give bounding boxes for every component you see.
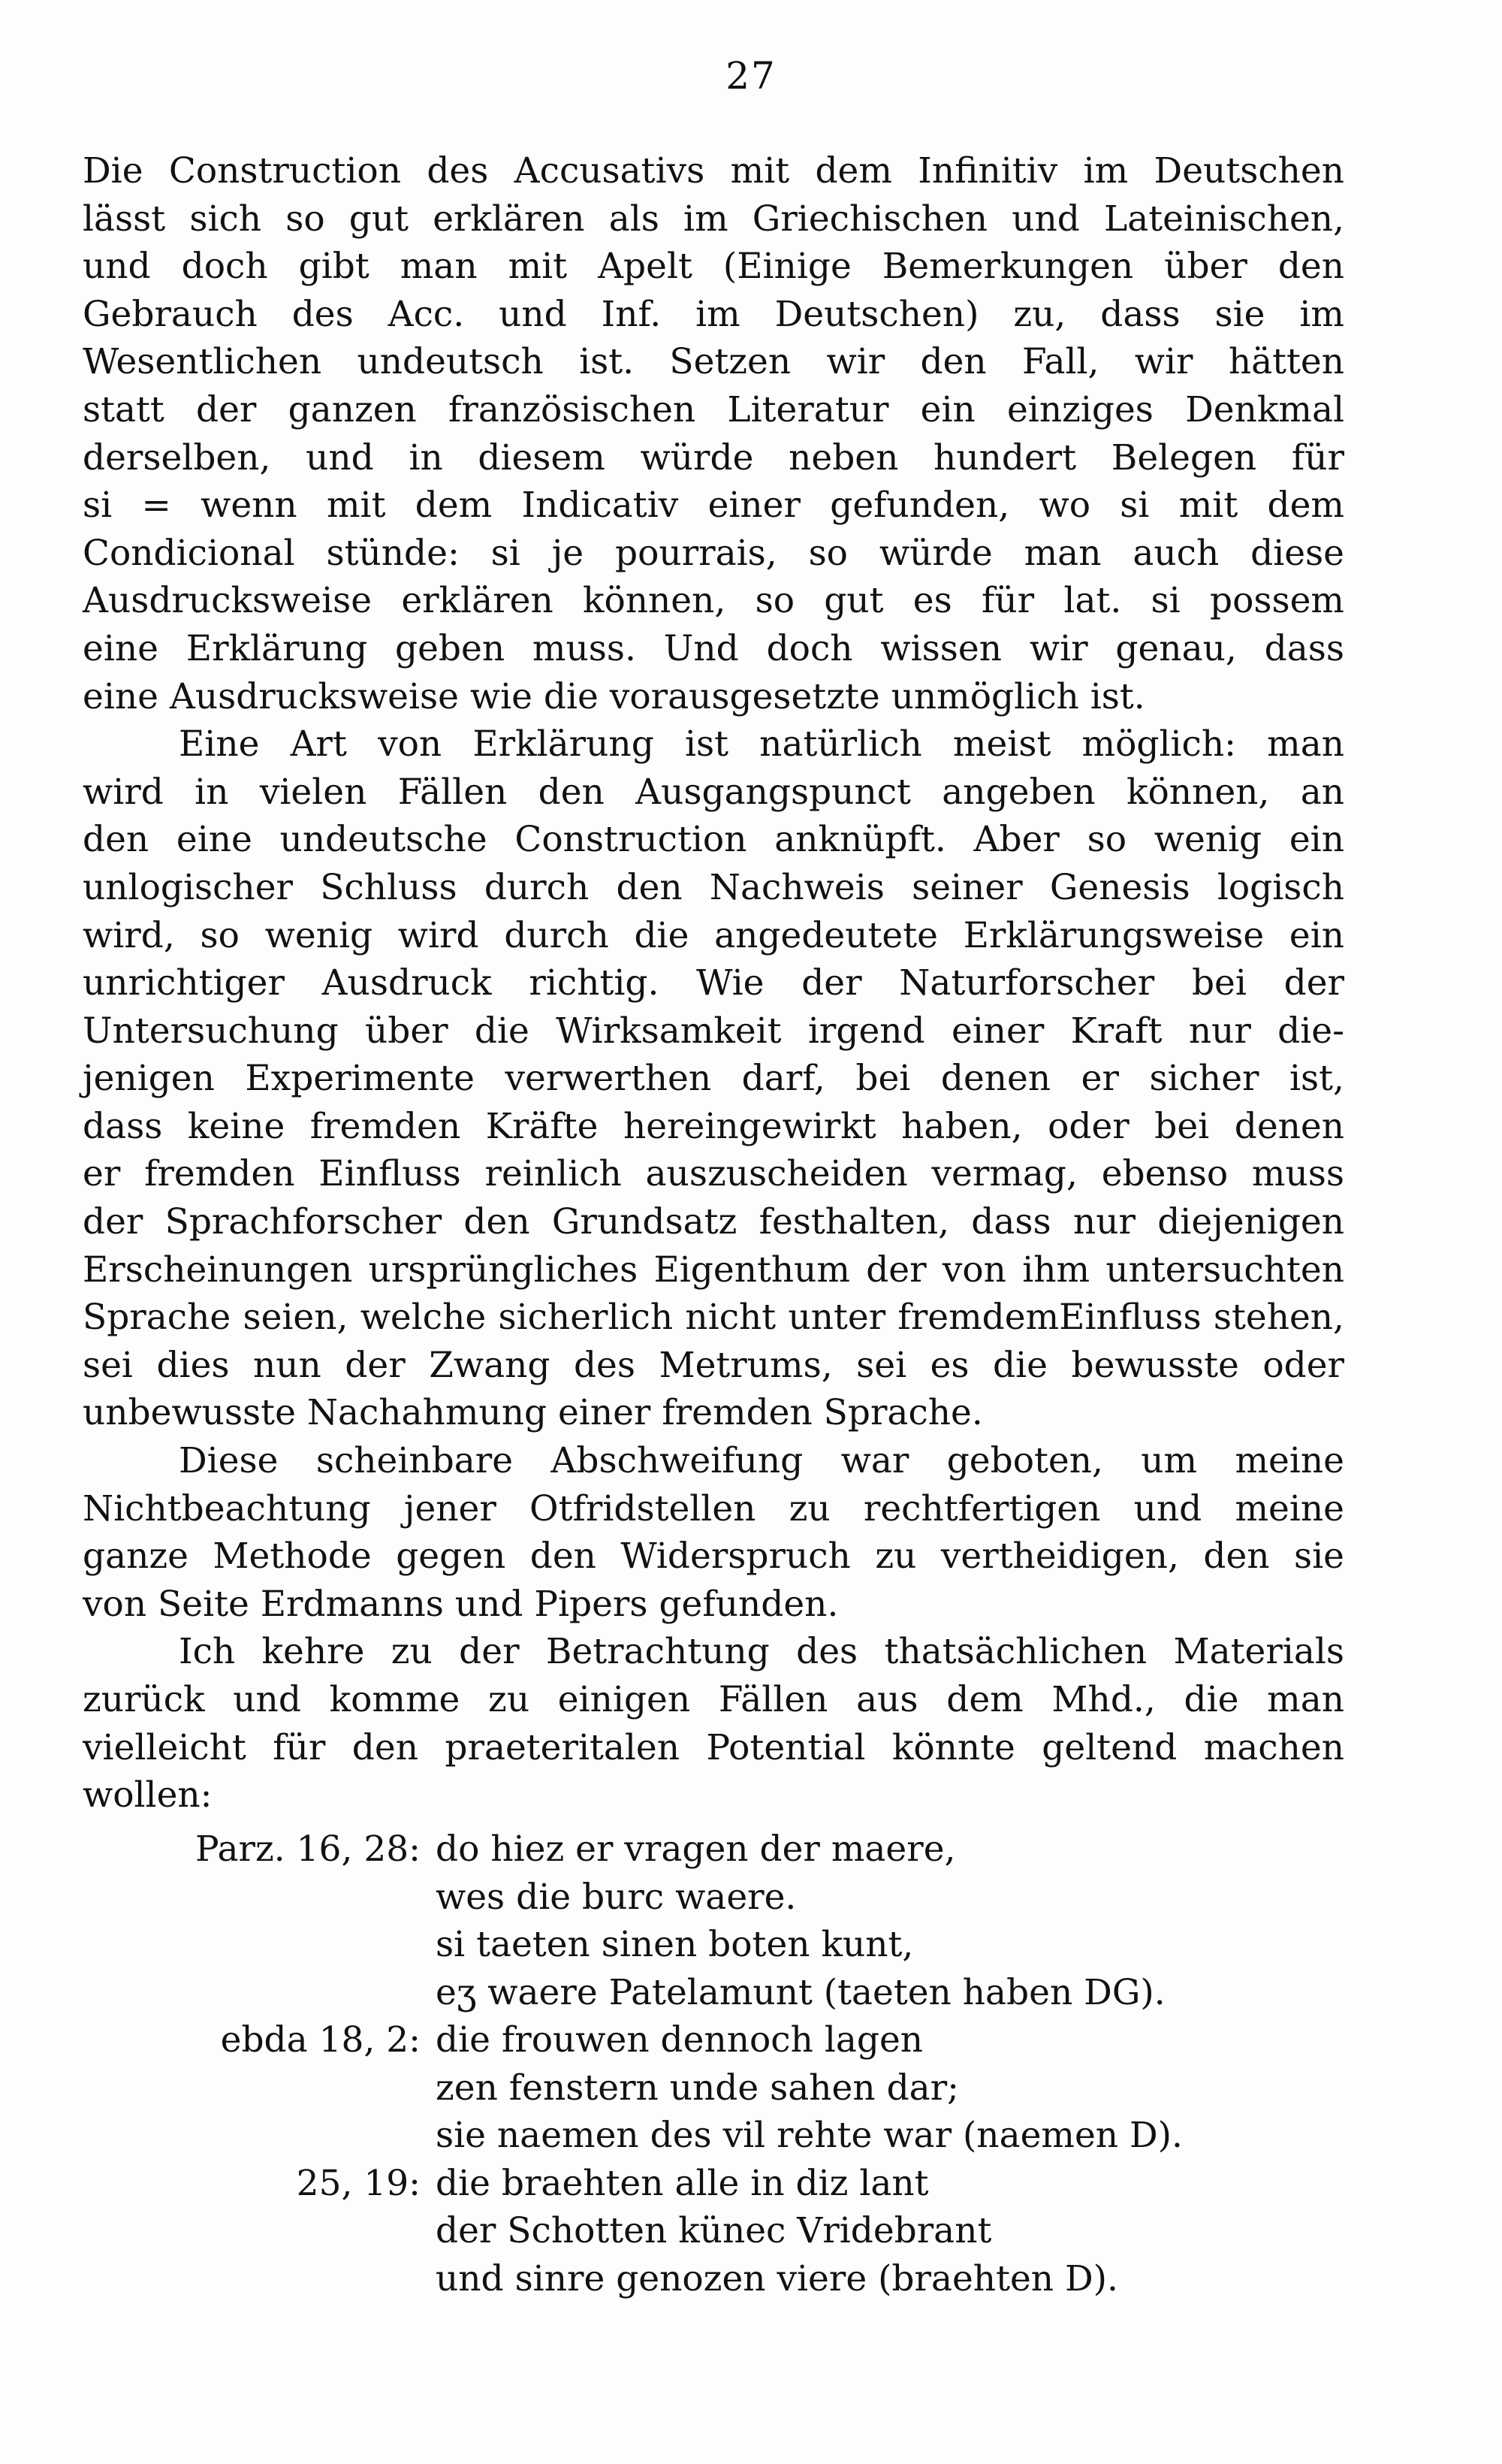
- quotation-line: [120, 2160, 1183, 2208]
- text-line: unrichtiger Ausdruck richtig. Wie der Naturforscher bei der: [83, 962, 1344, 1004]
- text-line: zurück und komme zu einigen Fällen aus dem Mhd., die man: [83, 1679, 1344, 1720]
- text-line: eine Erklärung geben muss. Und doch wissen wir genau, dass: [83, 627, 1344, 669]
- text-line: Diese scheinbare Abschweifung war geboten, um meine: [179, 1440, 1344, 1482]
- verse-line: die braehten alle in diz lant: [436, 2162, 929, 2204]
- text-line: und doch gibt man mit Apelt (Einige Bemerkungen über den: [83, 246, 1344, 288]
- text-line: er fremden Einfluss reinlich auszuscheiden vermag, ebenso muss: [83, 1153, 1344, 1195]
- text-line: unlogischer Schluss durch den Nachweis seiner Genesis logisch: [83, 866, 1344, 908]
- quotation-line: [120, 1825, 1183, 1874]
- text-line: Die Construction des Accusativs mit dem Infinitiv im Deutschen: [83, 150, 1344, 192]
- text-line: Ausdrucksweise erklären können, so gut es für lat. si possem: [83, 580, 1344, 622]
- text-line: jenigen Experimente verwerthen darf, bei denen er sicher ist,: [83, 1058, 1344, 1100]
- quotation-line: [120, 1921, 1183, 1969]
- text-line: Gebrauch des Acc. und Inf. im Deutschen) zu, dass sie im: [83, 293, 1344, 335]
- verse-line: und sinre genozen viere (braehten D).: [436, 2257, 1118, 2299]
- text-line: unbewusste Nachahmung einer fremden Sprache.: [83, 1392, 983, 1434]
- text-line: wollen:: [83, 1774, 213, 1816]
- quotation-line: [120, 1874, 1183, 1922]
- verse-line: eʒ waere Patelamunt (taeten haben DG).: [436, 1971, 1166, 2013]
- text-line: den eine undeutsche Construction anknüpft. Aber so wenig ein: [83, 819, 1344, 861]
- text-line: wird in vielen Fällen den Ausgangspunct angeben können, an: [83, 771, 1344, 813]
- text-line: statt der ganzen französischen Literatur ein einziges Denkmal: [83, 388, 1344, 430]
- text-line: eine Ausdrucksweise wie die vorausgesetzte unmöglich ist.: [83, 675, 1145, 717]
- body-text: [83, 147, 1344, 1819]
- text-line: Untersuchung über die Wirksamkeit irgend einer Kraft nur die-: [83, 1010, 1344, 1052]
- verse-line: wes die burc waere.: [436, 1876, 797, 1918]
- quotation-reference: ebda 18, 2:: [220, 2019, 421, 2061]
- quotation-line: [120, 2255, 1183, 2303]
- text-line: lässt sich so gut erklären als im Griechischen und Lateinischen,: [83, 198, 1344, 240]
- text-line: ganze Methode gegen den Widerspruch zu vertheidigen, den sie: [83, 1535, 1344, 1578]
- text-line: Eine Art von Erklärung ist natürlich meist möglich: man: [179, 723, 1344, 765]
- text-line: Condicional stünde: si je pourrais, so würde man auch diese: [83, 532, 1344, 574]
- verse-line: sie naemen des vil rehte war (naemen D).: [436, 2115, 1183, 2156]
- text-line: Wesentlichen undeutsch ist. Setzen wir den Fall, wir hätten: [83, 341, 1344, 383]
- quotation-line: [120, 2064, 1183, 2112]
- text-line: wird, so wenig wird durch die angedeutete Erklärungsweise ein: [83, 914, 1344, 956]
- verse-line: der Schotten künec Vridebrant: [436, 2210, 992, 2251]
- text-line: Erscheinungen ursprüngliches Eigenthum der von ihm untersuchten: [83, 1249, 1344, 1291]
- quotation-line: [120, 2207, 1183, 2255]
- text-line: si = wenn mit dem Indicativ einer gefunden, wo si mit dem: [83, 485, 1344, 527]
- quotation-line: [120, 1969, 1183, 2017]
- quotation-reference: 25, 19:: [296, 2162, 421, 2204]
- text-line: Sprache seien, welche sicherlich nicht unter fremdemEinfluss stehen,: [83, 1297, 1344, 1339]
- verse-line: si taeten sinen boten kunt,: [436, 1924, 914, 1965]
- text-line: derselben, und in diesem würde neben hundert Belegen für: [83, 436, 1344, 479]
- quotation-block: [120, 1825, 1183, 2302]
- text-line: vielleicht für den praeteritalen Potential könnte geltend machen: [83, 1726, 1344, 1768]
- text-line: Ich kehre zu der Betrachtung des thatsächlichen Materials: [179, 1631, 1344, 1673]
- text-line: dass keine fremden Kräfte hereingewirkt haben, oder bei denen: [83, 1105, 1344, 1147]
- quotation-reference: Parz. 16, 28:: [195, 1828, 421, 1870]
- verse-line: die frouwen dennoch lagen: [436, 2019, 924, 2061]
- text-line: sei dies nun der Zwang des Metrums, sei es die bewusste oder: [83, 1344, 1344, 1386]
- text-line: von Seite Erdmanns und Pipers gefunden.: [83, 1583, 839, 1625]
- verse-line: do hiez er vragen der maere,: [436, 1828, 956, 1870]
- verse-line: zen fenstern unde sahen dar;: [436, 2067, 959, 2109]
- text-line: der Sprachforscher den Grundsatz festhalten, dass nur diejenigen: [83, 1201, 1344, 1243]
- text-line: Nichtbeachtung jener Otfridstellen zu rechtfertigen und meine: [83, 1487, 1344, 1529]
- page-number: 27: [725, 54, 777, 98]
- quotation-line: [120, 2112, 1183, 2160]
- quotation-line: [120, 2016, 1183, 2064]
